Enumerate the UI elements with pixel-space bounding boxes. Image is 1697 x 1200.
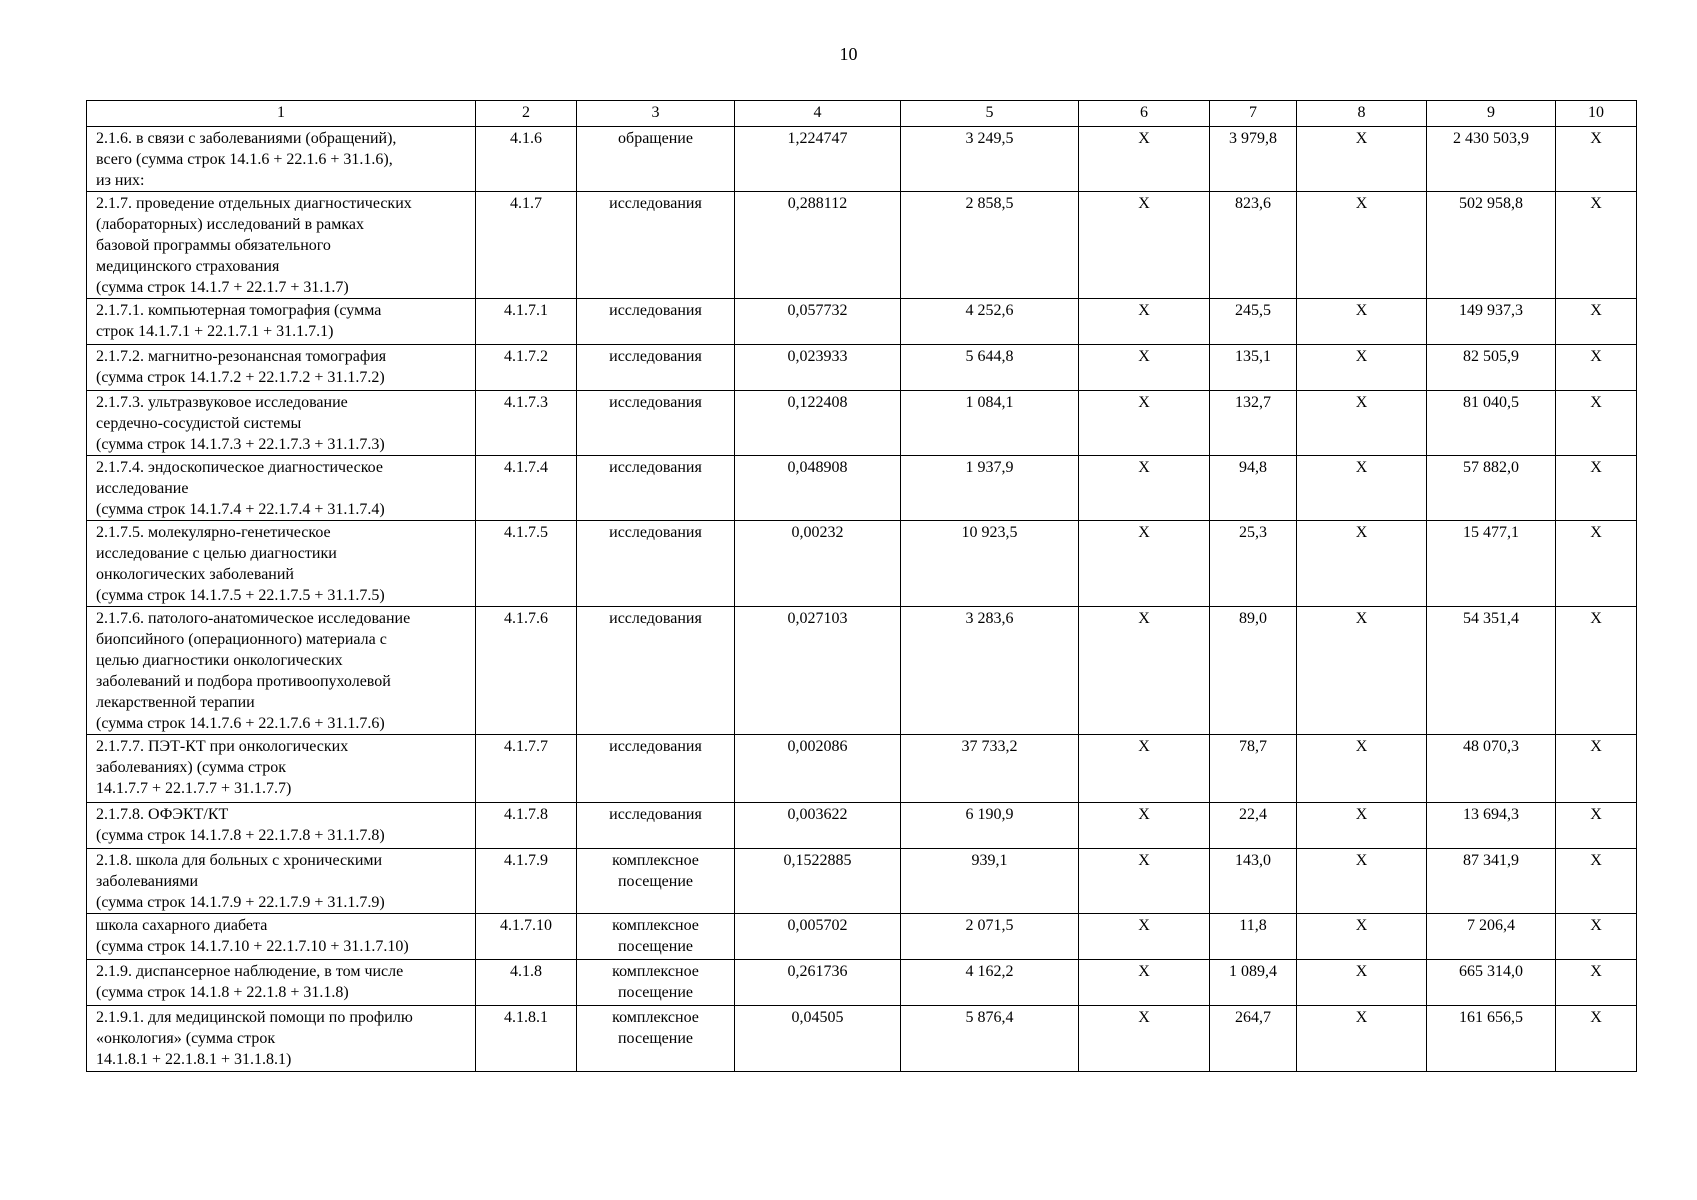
row-col9-cell: 149 937,3	[1427, 299, 1556, 345]
row-col9-cell: 57 882,0	[1427, 456, 1556, 521]
column-header: 10	[1556, 101, 1637, 127]
row-col7-cell: 11,8	[1210, 914, 1297, 960]
row-col8-cell: X	[1297, 607, 1427, 735]
row-col6-cell: X	[1079, 299, 1210, 345]
row-col10-cell: X	[1556, 735, 1637, 803]
row-col10-cell: X	[1556, 1006, 1637, 1072]
row-code-cell: 4.1.7.8	[476, 803, 577, 849]
row-name-cell: 2.1.7.3. ультразвуковое исследование сердечно-сосудистой системы (сумма строк 14.1.7.3 + 22.1.7.3 + 31.1.7.3)	[87, 391, 476, 456]
row-unit-cell: комплексное посещение	[577, 1006, 735, 1072]
row-col9-cell: 2 430 503,9	[1427, 127, 1556, 192]
row-col6-cell: X	[1079, 960, 1210, 1006]
table-row	[87, 127, 1637, 192]
row-col7-cell: 25,3	[1210, 521, 1297, 607]
row-col10-cell: X	[1556, 521, 1637, 607]
row-col7-cell: 135,1	[1210, 345, 1297, 391]
row-code-cell: 4.1.7.7	[476, 735, 577, 803]
row-unit-cell: комплексное посещение	[577, 849, 735, 914]
row-col4-cell: 0,122408	[735, 391, 901, 456]
row-col8-cell: X	[1297, 391, 1427, 456]
row-col5-cell: 3 249,5	[901, 127, 1079, 192]
column-header: 9	[1427, 101, 1556, 127]
row-unit-cell: исследования	[577, 456, 735, 521]
row-col5-cell: 6 190,9	[901, 803, 1079, 849]
table-row	[87, 1006, 1637, 1072]
row-col7-cell: 78,7	[1210, 735, 1297, 803]
row-col7-cell: 1 089,4	[1210, 960, 1297, 1006]
table-row	[87, 192, 1637, 299]
row-col5-cell: 5 876,4	[901, 1006, 1079, 1072]
row-col6-cell: X	[1079, 345, 1210, 391]
row-col6-cell: X	[1079, 735, 1210, 803]
row-col6-cell: X	[1079, 127, 1210, 192]
page-number: 10	[839, 44, 858, 64]
table-row	[87, 803, 1637, 849]
table-row	[87, 456, 1637, 521]
row-col7-cell: 245,5	[1210, 299, 1297, 345]
table-header	[87, 101, 1637, 127]
row-col5-cell: 1 084,1	[901, 391, 1079, 456]
row-unit-cell: исследования	[577, 803, 735, 849]
row-col5-cell: 1 937,9	[901, 456, 1079, 521]
row-col9-cell: 82 505,9	[1427, 345, 1556, 391]
table-row	[87, 521, 1637, 607]
row-col8-cell: X	[1297, 521, 1427, 607]
row-code-cell: 4.1.7.1	[476, 299, 577, 345]
row-col5-cell: 2 071,5	[901, 914, 1079, 960]
header-row	[87, 101, 1637, 127]
row-col7-cell: 22,4	[1210, 803, 1297, 849]
row-col6-cell: X	[1079, 391, 1210, 456]
row-col5-cell: 4 252,6	[901, 299, 1079, 345]
row-unit-cell: исследования	[577, 607, 735, 735]
row-col10-cell: X	[1556, 803, 1637, 849]
row-col7-cell: 94,8	[1210, 456, 1297, 521]
row-col9-cell: 161 656,5	[1427, 1006, 1556, 1072]
row-col5-cell: 4 162,2	[901, 960, 1079, 1006]
row-col4-cell: 0,057732	[735, 299, 901, 345]
row-col8-cell: X	[1297, 914, 1427, 960]
row-name-cell: 2.1.9.1. для медицинской помощи по профилю «онкология» (сумма строк 14.1.8.1 + 22.1.8.1 + 31.1.8.1)	[87, 1006, 476, 1072]
row-col6-cell: X	[1079, 192, 1210, 299]
row-col8-cell: X	[1297, 299, 1427, 345]
column-header: 4	[735, 101, 901, 127]
row-col10-cell: X	[1556, 127, 1637, 192]
table-row	[87, 345, 1637, 391]
row-col4-cell: 0,261736	[735, 960, 901, 1006]
row-unit-cell: исследования	[577, 521, 735, 607]
row-unit-cell: комплексное посещение	[577, 960, 735, 1006]
row-code-cell: 4.1.7.2	[476, 345, 577, 391]
row-name-cell: 2.1.7.4. эндоскопическое диагностическое исследование (сумма строк 14.1.7.4 + 22.1.7.4 + 31.1.7.4)	[87, 456, 476, 521]
column-header: 7	[1210, 101, 1297, 127]
row-col4-cell: 0,023933	[735, 345, 901, 391]
row-col10-cell: X	[1556, 391, 1637, 456]
row-code-cell: 4.1.8	[476, 960, 577, 1006]
row-code-cell: 4.1.7.9	[476, 849, 577, 914]
row-name-cell: 2.1.7.5. молекулярно-генетическое исследование с целью диагностики онкологических заболеваний (сумма строк 14.1.7.5 + 22.1.7.5 + 31.1.7.5)	[87, 521, 476, 607]
row-col9-cell: 15 477,1	[1427, 521, 1556, 607]
row-col8-cell: X	[1297, 735, 1427, 803]
row-col9-cell: 48 070,3	[1427, 735, 1556, 803]
row-code-cell: 4.1.7.5	[476, 521, 577, 607]
row-col10-cell: X	[1556, 607, 1637, 735]
row-col8-cell: X	[1297, 127, 1427, 192]
row-name-cell: 2.1.7.1. компьютерная томография (сумма строк 14.1.7.1 + 22.1.7.1 + 31.1.7.1)	[87, 299, 476, 345]
row-col9-cell: 665 314,0	[1427, 960, 1556, 1006]
row-name-cell: 2.1.7.2. магнитно-резонансная томография (сумма строк 14.1.7.2 + 22.1.7.2 + 31.1.7.2)	[87, 345, 476, 391]
column-header: 8	[1297, 101, 1427, 127]
row-code-cell: 4.1.6	[476, 127, 577, 192]
row-col9-cell: 502 958,8	[1427, 192, 1556, 299]
row-col4-cell: 1,224747	[735, 127, 901, 192]
row-name-cell: 2.1.7.8. ОФЭКТ/КТ (сумма строк 14.1.7.8 + 22.1.7.8 + 31.1.7.8)	[87, 803, 476, 849]
column-header: 5	[901, 101, 1079, 127]
row-col9-cell: 13 694,3	[1427, 803, 1556, 849]
row-col4-cell: 0,005702	[735, 914, 901, 960]
row-col7-cell: 264,7	[1210, 1006, 1297, 1072]
row-col5-cell: 5 644,8	[901, 345, 1079, 391]
row-col6-cell: X	[1079, 456, 1210, 521]
row-col8-cell: X	[1297, 803, 1427, 849]
row-col10-cell: X	[1556, 192, 1637, 299]
column-header: 2	[476, 101, 577, 127]
table-row	[87, 914, 1637, 960]
column-header: 3	[577, 101, 735, 127]
row-col8-cell: X	[1297, 1006, 1427, 1072]
row-col4-cell: 0,00232	[735, 521, 901, 607]
row-col4-cell: 0,048908	[735, 456, 901, 521]
row-col8-cell: X	[1297, 456, 1427, 521]
row-name-cell: 2.1.7.7. ПЭТ-КТ при онкологических заболеваниях) (сумма строк 14.1.7.7 + 22.1.7.7 + 31.1.7.7)	[87, 735, 476, 803]
row-code-cell: 4.1.7.10	[476, 914, 577, 960]
row-col6-cell: X	[1079, 1006, 1210, 1072]
row-col7-cell: 143,0	[1210, 849, 1297, 914]
table-row	[87, 960, 1637, 1006]
column-header: 6	[1079, 101, 1210, 127]
row-col8-cell: X	[1297, 345, 1427, 391]
row-col6-cell: X	[1079, 849, 1210, 914]
row-name-cell: школа сахарного диабета (сумма строк 14.1.7.10 + 22.1.7.10 + 31.1.7.10)	[87, 914, 476, 960]
row-col7-cell: 132,7	[1210, 391, 1297, 456]
row-name-cell: 2.1.6. в связи с заболеваниями (обращений), всего (сумма строк 14.1.6 + 22.1.6 + 31.1.6), из них:	[87, 127, 476, 192]
row-unit-cell: обращение	[577, 127, 735, 192]
row-col5-cell: 10 923,5	[901, 521, 1079, 607]
row-col4-cell: 0,002086	[735, 735, 901, 803]
row-col9-cell: 87 341,9	[1427, 849, 1556, 914]
row-col7-cell: 823,6	[1210, 192, 1297, 299]
column-header: 1	[87, 101, 476, 127]
row-col10-cell: X	[1556, 345, 1637, 391]
table-row	[87, 391, 1637, 456]
table-row	[87, 735, 1637, 803]
row-col7-cell: 3 979,8	[1210, 127, 1297, 192]
row-code-cell: 4.1.7.6	[476, 607, 577, 735]
row-col6-cell: X	[1079, 803, 1210, 849]
row-name-cell: 2.1.7.6. патолого-анатомическое исследование биопсийного (операционного) материала с целью диагностики онкологических заболеваний и подбора противоопухолевой лекарственной терапии (сумма строк 14.1.7.6 + 22.1.7.6 + 31.1.7.6)	[87, 607, 476, 735]
row-unit-cell: комплексное посещение	[577, 914, 735, 960]
row-unit-cell: исследования	[577, 391, 735, 456]
row-col4-cell: 0,288112	[735, 192, 901, 299]
table-row	[87, 849, 1637, 914]
row-unit-cell: исследования	[577, 192, 735, 299]
row-col10-cell: X	[1556, 914, 1637, 960]
row-col5-cell: 2 858,5	[901, 192, 1079, 299]
row-col4-cell: 0,027103	[735, 607, 901, 735]
row-col10-cell: X	[1556, 456, 1637, 521]
row-col6-cell: X	[1079, 521, 1210, 607]
row-unit-cell: исследования	[577, 299, 735, 345]
row-col5-cell: 939,1	[901, 849, 1079, 914]
row-code-cell: 4.1.7.3	[476, 391, 577, 456]
row-col5-cell: 3 283,6	[901, 607, 1079, 735]
row-code-cell: 4.1.8.1	[476, 1006, 577, 1072]
row-col5-cell: 37 733,2	[901, 735, 1079, 803]
row-col4-cell: 0,04505	[735, 1006, 901, 1072]
row-col4-cell: 0,1522885	[735, 849, 901, 914]
row-col10-cell: X	[1556, 299, 1637, 345]
row-col9-cell: 7 206,4	[1427, 914, 1556, 960]
row-col8-cell: X	[1297, 960, 1427, 1006]
row-unit-cell: исследования	[577, 735, 735, 803]
row-col4-cell: 0,003622	[735, 803, 901, 849]
row-name-cell: 2.1.9. диспансерное наблюдение, в том числе (сумма строк 14.1.8 + 22.1.8 + 31.1.8)	[87, 960, 476, 1006]
row-code-cell: 4.1.7	[476, 192, 577, 299]
row-unit-cell: исследования	[577, 345, 735, 391]
row-col10-cell: X	[1556, 849, 1637, 914]
row-col6-cell: X	[1079, 914, 1210, 960]
table-body	[87, 127, 1637, 1072]
table-row	[87, 299, 1637, 345]
row-col9-cell: 54 351,4	[1427, 607, 1556, 735]
row-name-cell: 2.1.7. проведение отдельных диагностических (лабораторных) исследований в рамках базовой программы обязательного медицинского страхования (сумма строк 14.1.7 + 22.1.7 + 31.1.7)	[87, 192, 476, 299]
row-name-cell: 2.1.8. школа для больных с хроническими заболеваниями (сумма строк 14.1.7.9 + 22.1.7.9 + 31.1.7.9)	[87, 849, 476, 914]
row-col7-cell: 89,0	[1210, 607, 1297, 735]
row-col9-cell: 81 040,5	[1427, 391, 1556, 456]
data-table	[86, 100, 1637, 1072]
row-col8-cell: X	[1297, 192, 1427, 299]
row-col10-cell: X	[1556, 960, 1637, 1006]
table-row	[87, 607, 1637, 735]
row-col6-cell: X	[1079, 607, 1210, 735]
row-col8-cell: X	[1297, 849, 1427, 914]
row-code-cell: 4.1.7.4	[476, 456, 577, 521]
